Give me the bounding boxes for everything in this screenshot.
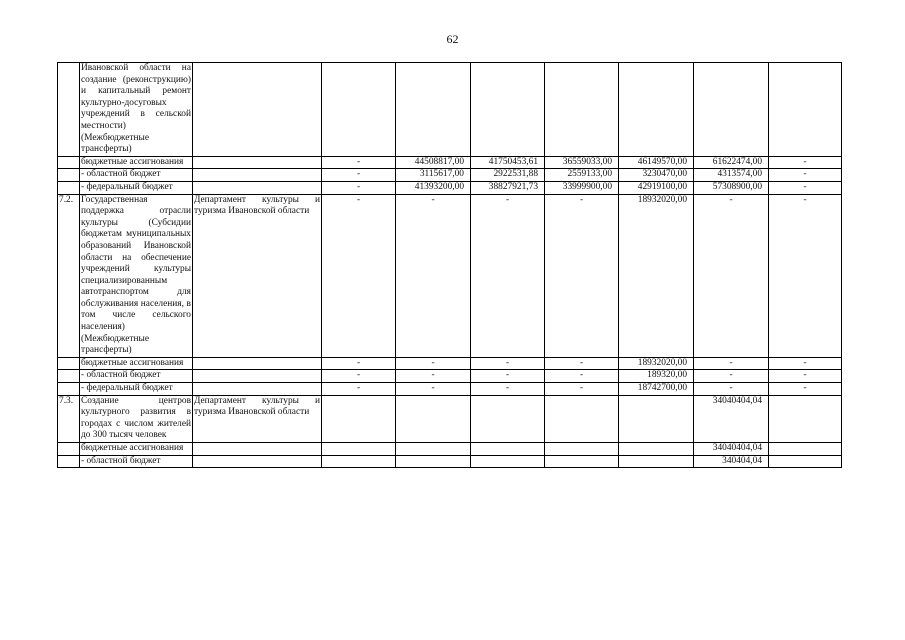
value-cell: - xyxy=(396,357,471,370)
value-cell: - xyxy=(545,194,619,357)
value-cell xyxy=(322,443,396,456)
value-cell xyxy=(769,395,842,442)
value-cell: - xyxy=(769,370,842,383)
row-name-cell: - областной бюджет xyxy=(80,370,193,383)
value-cell xyxy=(322,455,396,468)
value-cell: 340404,04 xyxy=(694,455,769,468)
value-cell: 41750453,61 xyxy=(471,156,545,169)
value-cell xyxy=(619,63,694,157)
row-number-cell: 7.3. xyxy=(58,395,80,442)
value-cell: - xyxy=(396,370,471,383)
row-name-cell: Создание центров культурного развития в городах с числом жителей до 300 тысяч человек xyxy=(80,395,193,442)
table-row xyxy=(58,156,842,169)
value-cell: 42919100,00 xyxy=(619,181,694,194)
value-cell xyxy=(396,63,471,157)
row-name-cell: Ивановской области на создание (реконструкцию) и капитальный ремонт культурно-досуговых учреждений в сельской местности) (Межбюджетные трансферты) xyxy=(80,63,193,157)
value-cell xyxy=(619,455,694,468)
value-cell: - xyxy=(396,383,471,396)
value-cell: 34040404,04 xyxy=(694,395,769,442)
value-cell: 2922531,88 xyxy=(471,169,545,182)
value-cell: - xyxy=(471,194,545,357)
row-number-cell xyxy=(58,156,80,169)
value-cell: 3115617,00 xyxy=(396,169,471,182)
page-number: 62 xyxy=(446,32,459,46)
table-row xyxy=(58,395,842,442)
value-cell: - xyxy=(694,194,769,357)
value-cell xyxy=(471,443,545,456)
value-cell xyxy=(322,395,396,442)
value-cell xyxy=(545,443,619,456)
value-cell: 33999900,00 xyxy=(545,181,619,194)
row-number-cell: 7.2. xyxy=(58,194,80,357)
row-number-cell xyxy=(58,455,80,468)
value-cell: 38827921,73 xyxy=(471,181,545,194)
row-executor-cell xyxy=(193,169,322,182)
value-cell: 61622474,00 xyxy=(694,156,769,169)
table-row xyxy=(58,169,842,182)
row-number-cell xyxy=(58,443,80,456)
value-cell: 34040404,04 xyxy=(694,443,769,456)
value-cell: 18742700,00 xyxy=(619,383,694,396)
value-cell: - xyxy=(545,370,619,383)
value-cell xyxy=(471,395,545,442)
value-cell xyxy=(396,443,471,456)
value-cell: - xyxy=(322,194,396,357)
value-cell: - xyxy=(322,156,396,169)
table-row xyxy=(58,181,842,194)
value-cell xyxy=(471,63,545,157)
value-cell xyxy=(396,455,471,468)
budget-table xyxy=(57,62,842,468)
value-cell: - xyxy=(694,383,769,396)
row-number-cell xyxy=(58,181,80,194)
table-row xyxy=(58,194,842,357)
row-executor-cell: Департамент культуры и туризма Ивановской области xyxy=(193,395,322,442)
row-name-cell: - федеральный бюджет xyxy=(80,181,193,194)
table-row xyxy=(58,63,842,157)
row-executor-cell xyxy=(193,156,322,169)
value-cell: - xyxy=(694,370,769,383)
value-cell: - xyxy=(322,181,396,194)
value-cell xyxy=(471,455,545,468)
row-name-cell: - областной бюджет xyxy=(80,455,193,468)
row-name-cell: Государственная поддержка отрасли культуры (Субсидии бюджетам муниципальных образований Ивановской области на обеспечение учреждений культуры специализированным автотранспортом для обслуживания населения, в том числе сельского населения) (Межбюджетные трансферты) xyxy=(80,194,193,357)
value-cell xyxy=(769,443,842,456)
row-executor-cell: Департамент культуры и туризма Ивановской области xyxy=(193,194,322,357)
row-name-cell: бюджетные ассигнования xyxy=(80,357,193,370)
row-name-cell: - областной бюджет xyxy=(80,169,193,182)
value-cell xyxy=(694,63,769,157)
value-cell: 41393200,00 xyxy=(396,181,471,194)
value-cell: - xyxy=(545,383,619,396)
row-number-cell xyxy=(58,370,80,383)
value-cell xyxy=(545,63,619,157)
value-cell: - xyxy=(769,181,842,194)
value-cell xyxy=(619,395,694,442)
value-cell xyxy=(769,455,842,468)
row-number-cell xyxy=(58,383,80,396)
row-executor-cell xyxy=(193,370,322,383)
row-executor-cell xyxy=(193,443,322,456)
value-cell: - xyxy=(322,383,396,396)
row-number-cell xyxy=(58,357,80,370)
value-cell xyxy=(545,455,619,468)
value-cell: - xyxy=(471,383,545,396)
value-cell: - xyxy=(769,383,842,396)
value-cell: - xyxy=(769,194,842,357)
value-cell: 18932020,00 xyxy=(619,357,694,370)
value-cell: 18932020,00 xyxy=(619,194,694,357)
value-cell xyxy=(545,395,619,442)
value-cell: 189320,00 xyxy=(619,370,694,383)
value-cell: - xyxy=(471,370,545,383)
row-name-cell: - федеральный бюджет xyxy=(80,383,193,396)
row-number-cell xyxy=(58,63,80,157)
value-cell: 36559033,00 xyxy=(545,156,619,169)
value-cell xyxy=(322,63,396,157)
value-cell: 3230470,00 xyxy=(619,169,694,182)
table-row xyxy=(58,443,842,456)
row-name-cell: бюджетные ассигнования xyxy=(80,443,193,456)
value-cell: - xyxy=(769,357,842,370)
row-number-cell xyxy=(58,169,80,182)
row-executor-cell xyxy=(193,357,322,370)
value-cell: - xyxy=(769,156,842,169)
value-cell: 4313574,00 xyxy=(694,169,769,182)
value-cell: - xyxy=(545,357,619,370)
table-row xyxy=(58,370,842,383)
row-executor-cell xyxy=(193,383,322,396)
table-row xyxy=(58,383,842,396)
value-cell: - xyxy=(322,169,396,182)
row-name-cell: бюджетные ассигнования xyxy=(80,156,193,169)
row-executor-cell xyxy=(193,455,322,468)
row-executor-cell xyxy=(193,63,322,157)
value-cell: - xyxy=(694,357,769,370)
value-cell: - xyxy=(396,194,471,357)
value-cell xyxy=(619,443,694,456)
value-cell: 2559133,00 xyxy=(545,169,619,182)
value-cell: 57308900,00 xyxy=(694,181,769,194)
row-executor-cell xyxy=(193,181,322,194)
value-cell: - xyxy=(322,357,396,370)
table-row xyxy=(58,357,842,370)
value-cell: 44508817,00 xyxy=(396,156,471,169)
value-cell xyxy=(396,395,471,442)
value-cell: - xyxy=(322,370,396,383)
table-row xyxy=(58,455,842,468)
value-cell: - xyxy=(471,357,545,370)
value-cell: 46149570,00 xyxy=(619,156,694,169)
value-cell: - xyxy=(769,169,842,182)
value-cell xyxy=(769,63,842,157)
